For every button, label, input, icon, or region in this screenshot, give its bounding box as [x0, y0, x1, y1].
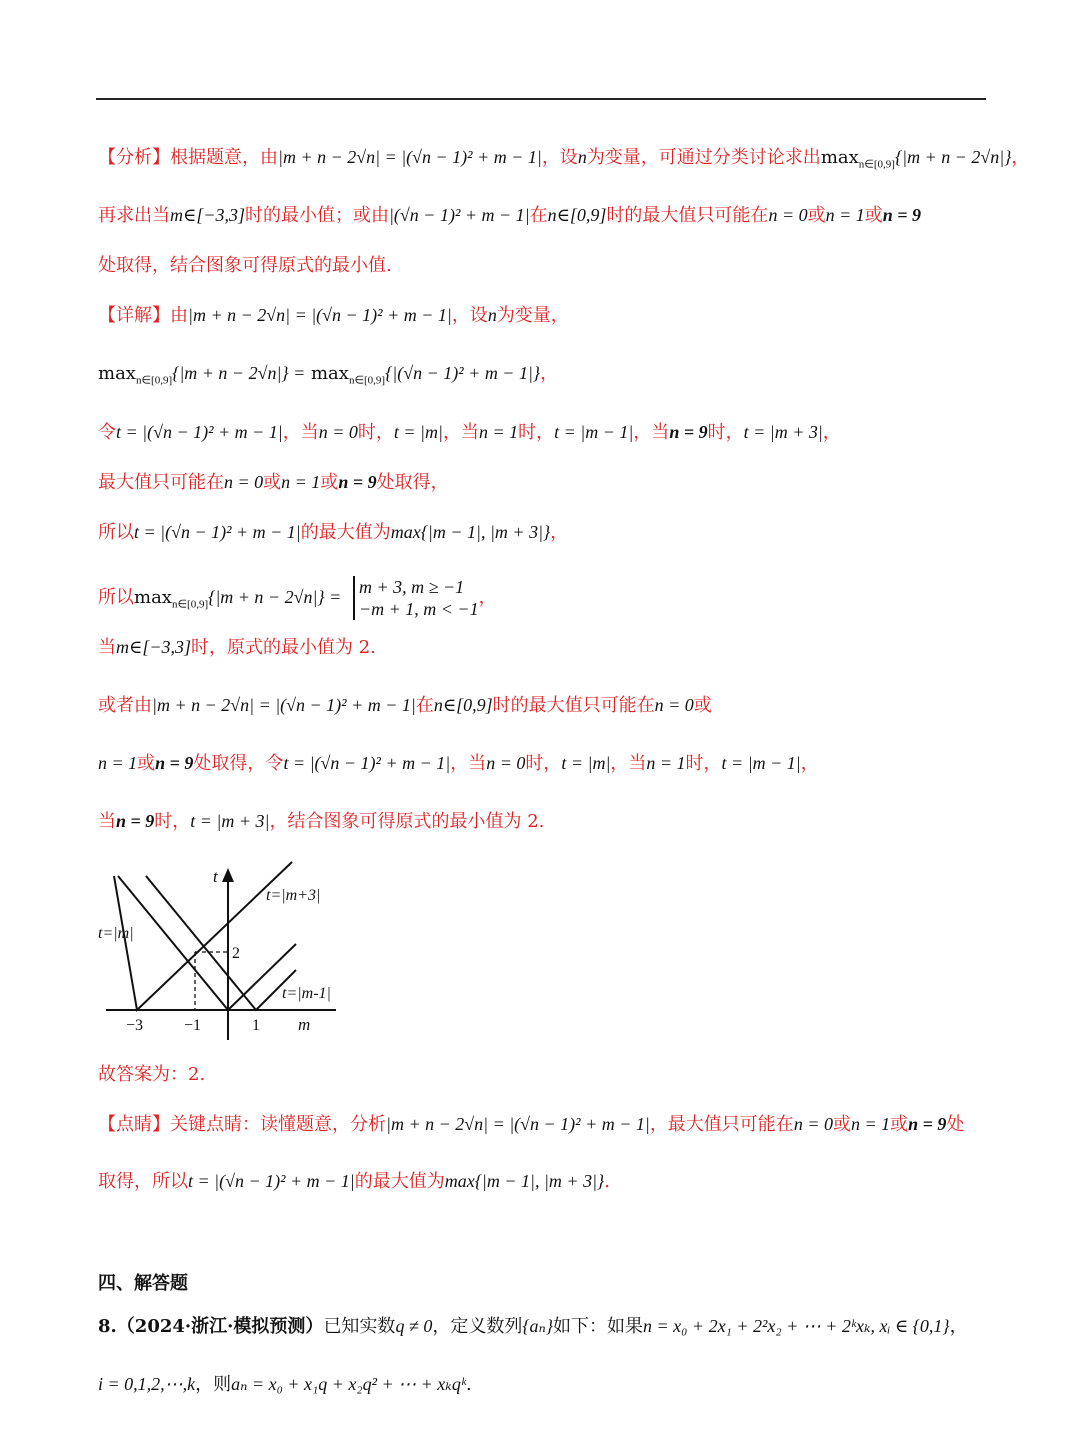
comment-line-1: 【点睛】关键点睛：读懂题意，分析|m + n − 2√n| = |(√n − 1)² + m − 1|，最大值只可能在n = 0或n = 1或n = 9处 [98, 1114, 965, 1135]
header-rule [96, 98, 986, 100]
analysis-line-1: 【分析】根据题意，由|m + n − 2√n| = |(√n − 1)² + m − 1|，设n为变量，可通过分类讨论求出$\max_{n\in[0,9]}\{|m + n - 2√n|\}$， [98, 147, 1030, 171]
detail-line-9: n = 1或n = 9处取得，令t = |(√n − 1)² + m − 1|，当n = 0时，t = |m|，当n = 1时，t = |m − 1|， [98, 753, 819, 774]
graph-figure [96, 858, 356, 1043]
analysis-line-3: 处取得，结合图象可得原式的最小值. [98, 255, 392, 276]
detail-line-3: 令t = |(√n − 1)² + m − 1|，当n = 0时，t = |m|，当n = 1时，t = |m − 1|，当n = 9时，t = |m + 3|， [98, 422, 841, 443]
tick-1: 1 [252, 1017, 260, 1034]
comment-label: 【点睛】 [98, 1114, 170, 1135]
axis-t-label: t [213, 867, 218, 886]
section-heading: 四、解答题 [98, 1273, 188, 1294]
q8-line-2: i = 0,1,2,⋯,k，则aₙ = x₀ + x₁q + x₂q² + ⋯ + xₖqᵏ. [98, 1374, 472, 1395]
q8-number: 8. [98, 1316, 117, 1337]
q8-source: （2024·浙江·模拟预测） [116, 1316, 324, 1337]
detail-line-6: 所以$\max_{n\in[0,9]}\{|m + n - 2√n|\}$ = m + 3, m ≥ −1 −m + 1, m < −1 ， [98, 577, 497, 619]
tick-neg1: −1 [184, 1017, 202, 1034]
comment-line-2: 取得，所以t = |(√n − 1)² + m − 1|的最大值为max{|m − 1|, |m + 3|}. [98, 1171, 610, 1192]
label-m-plus-3: t=|m+3| [266, 887, 321, 904]
detail-line-8: 或者由|m + n − 2√n| = |(√n − 1)² + m − 1|在n∈[0,9]时的最大值只可能在n = 0或 [98, 695, 712, 716]
piecewise: m + 3, m ≥ −1 −m + 1, m < −1 [353, 576, 479, 620]
label-m-minus-1: t=|m-1| [282, 985, 331, 1002]
label-m: t=|m| [98, 925, 134, 942]
t-axis-arrow-icon [222, 868, 234, 882]
q8-line-1: 8.（2024·浙江·模拟预测）已知实数q ≠ 0，定义数列{aₙ}如下：如果n = x₀ + 2x₁ + 2²x₂ + ⋯ + 2ᵏxₖ, xᵢ ∈ {0,1}， [98, 1316, 968, 1337]
analysis-label: 【分析】 [98, 147, 170, 168]
math: |m + n − 2√n| = |(√n − 1)² + m − 1| [278, 147, 542, 167]
answer: 故答案为：2. [98, 1064, 206, 1085]
detail-label: 【详解】 [98, 305, 170, 326]
detail-line-1: 【详解】由|m + n − 2√n| = |(√n − 1)² + m − 1|，设n为变量， [98, 305, 569, 326]
detail-line-2: $\max_{n\in[0,9]}\{|m + n - 2√n|\} = \max_{n\in[0,9]}\{|(√n - 1)^2 + m - 1|\}$， [98, 363, 559, 387]
tick-neg3: −3 [126, 1017, 144, 1034]
axis-m-label: m [298, 1015, 311, 1034]
detail-line-4: 最大值只可能在n = 0或n = 1或n = 9处取得， [98, 472, 449, 493]
detail-line-7: 当m∈[−3,3]时，原式的最小值为 2. [98, 637, 376, 658]
graph-m-plus-3 [114, 862, 292, 1010]
tick-2: 2 [232, 945, 240, 962]
detail-line-10: 当n = 9时，t = |m + 3|，结合图象可得原式的最小值为 2. [98, 811, 545, 832]
analysis-line-2: 再求出当m∈[−3,3]时的最小值；或由|(√n − 1)² + m − 1|在n∈[0,9]时的最大值只可能在n = 0或n = 1或n = 9 [98, 205, 922, 226]
max-operator: $\max_{n\in[0,9]}$ [820, 147, 895, 171]
detail-line-5: 所以t = |(√n − 1)² + m − 1|的最大值为max{|m − 1|, |m + 3|}， [98, 522, 569, 543]
